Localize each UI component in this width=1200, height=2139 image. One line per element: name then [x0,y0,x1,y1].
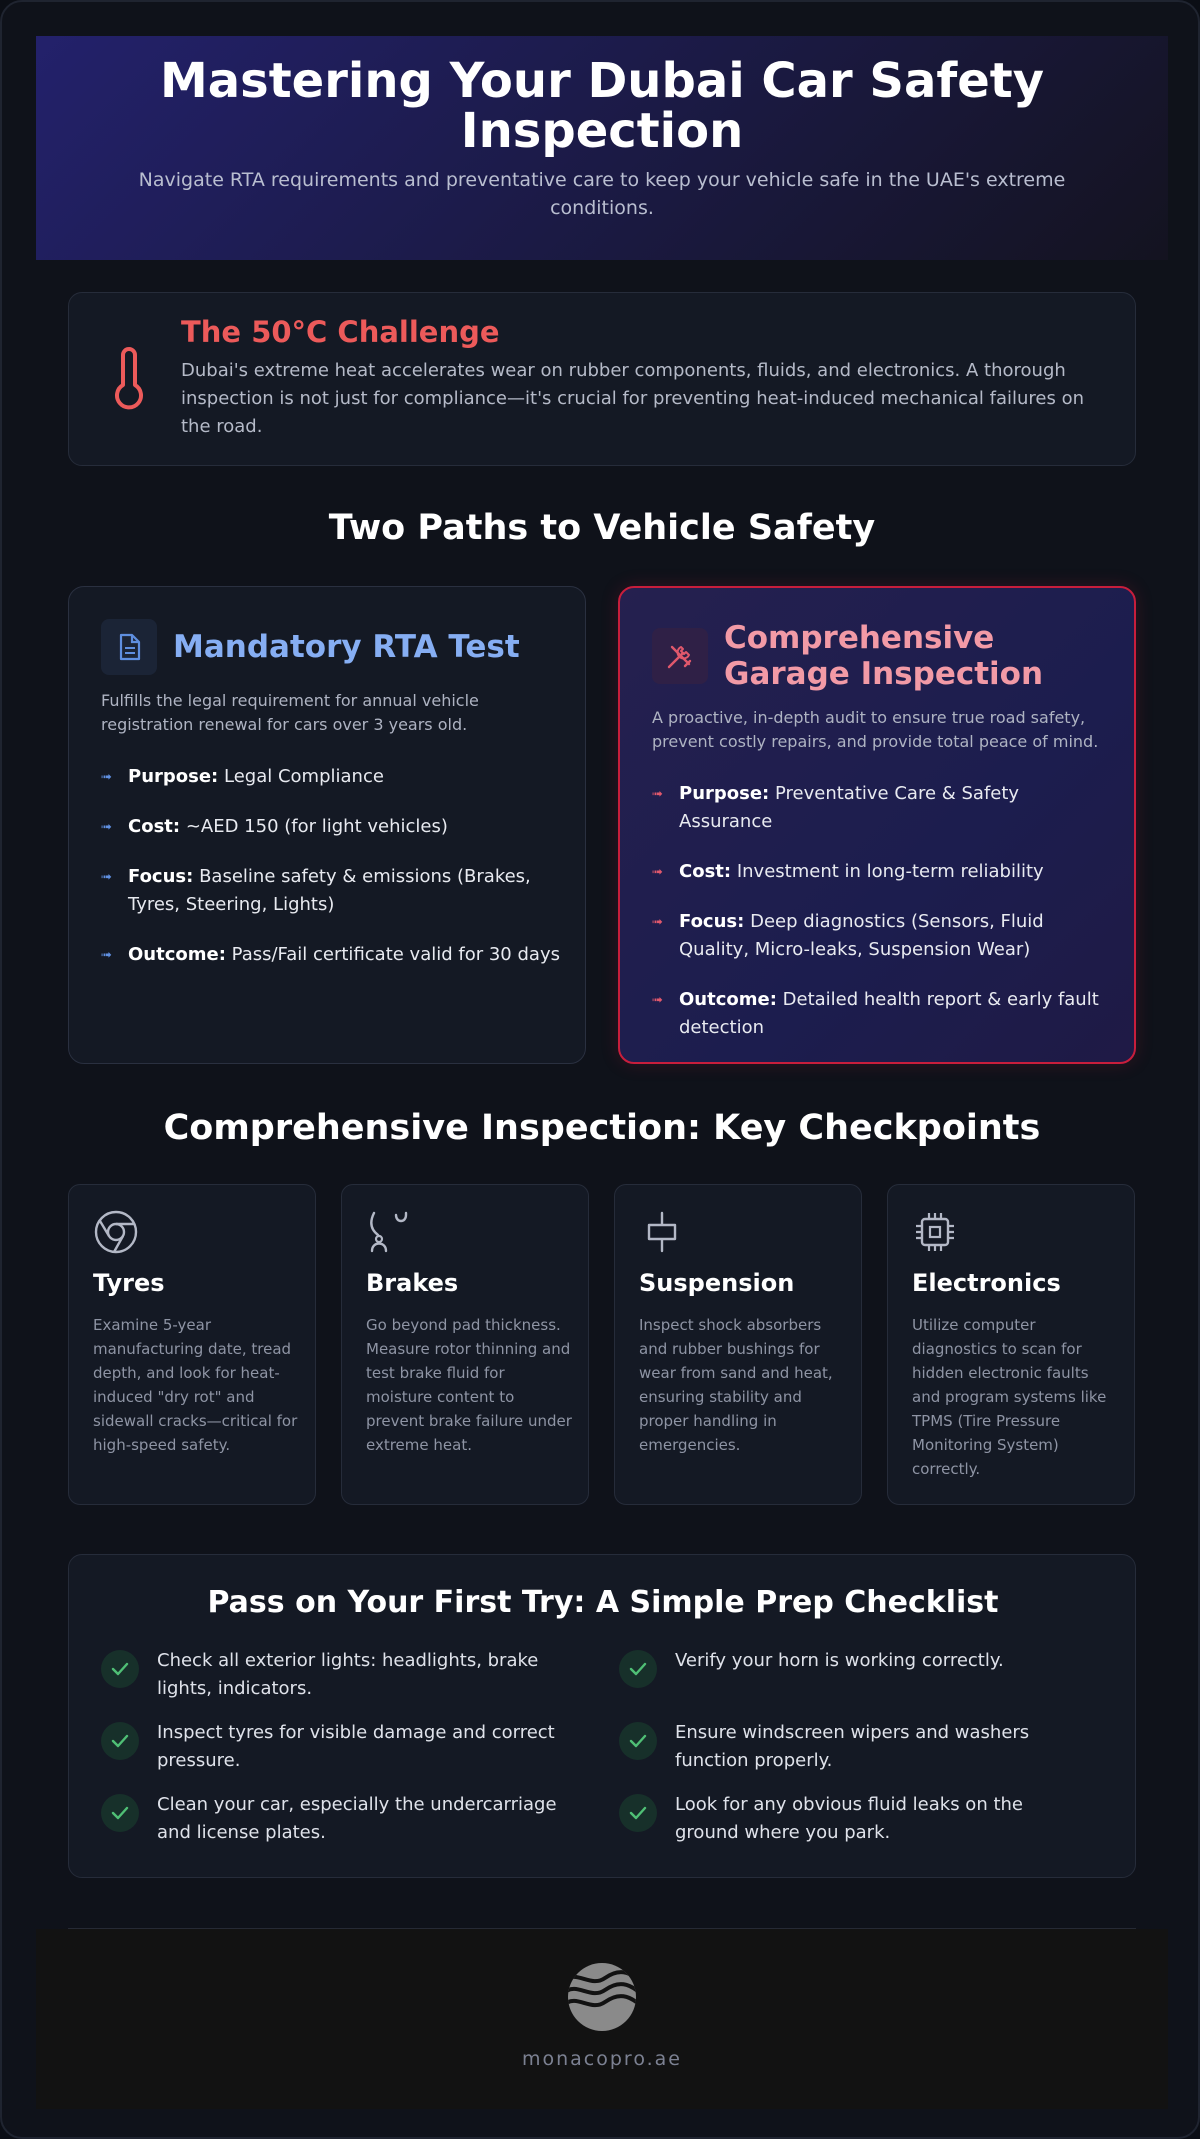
challenge-title: The 50°C Challenge [181,315,500,349]
list-item: ➟ Outcome: Detailed health report & early fault detection [652,989,1099,1038]
checkpoint-card-suspension [614,1184,862,1505]
tools-icon [652,628,708,684]
list-item: ➟ Cost: ~AED 150 (for light vehicles) [101,813,561,841]
checkpoint-title: Tyres [93,1269,165,1297]
garage-title: Comprehensive Garage Inspection [724,620,1044,692]
checklist-item: Clean your car, especially the undercarriage and license plates. [101,1791,571,1847]
garage-icon-box [652,628,708,684]
checkpoint-text: Go beyond pad thickness. Measure rotor thinning and test brake fluid for moisture content to prevent brake failure under extreme heat. [366,1316,572,1454]
list-item: ➟ Purpose: Legal Compliance [101,763,561,791]
checkpoint-text: Utilize computer diagnostics to scan for hidden electronic faults and program systems like TPMS (Tire Pressure Monitoring System) correctly. [912,1316,1107,1478]
checkpoint-text: Inspect shock absorbers and rubber bushings for wear from sand and heat, ensuring stability and proper handling in emergencies. [639,1316,833,1454]
checklist-item: Verify your horn is working correctly. [619,1647,1089,1675]
checklist-item: Look for any obvious fluid leaks on the ground where you park. [619,1791,1089,1847]
monacopro-logo [565,1960,639,2034]
list-item: ➟ Purpose: Preventative Care & Safety Assurance [652,783,1020,832]
checkpoint-card-brakes [341,1184,589,1505]
check-icon [101,1722,139,1760]
list-item: ➟ Focus: Deep diagnostics (Sensors, Fluid Quality, Micro-leaks, Suspension Wear) [652,911,1044,960]
rta-test-card [68,586,586,1064]
prep-heading: Pass on Your First Try: A Simple Prep Checklist [207,1585,999,1620]
page-title: Mastering Your Dubai Car Safety Inspection [159,53,1045,159]
list-item: ➟ Cost: Investment in long-term reliability [652,858,1112,886]
arrow-right-icon: ➟ [101,820,112,835]
page-subtitle: Navigate RTA requirements and preventative care to keep your vehicle safe in the UAE's extreme conditions. [138,169,1066,219]
arrow-right-icon: ➟ [652,915,663,930]
thermometer-icon [107,347,151,413]
rta-icon-box [101,619,157,675]
heat-challenge-card [68,292,1136,466]
garage-details-list [652,780,1112,1064]
check-icon [619,1650,657,1688]
arrow-right-icon: ➟ [652,865,663,880]
check-icon [619,1722,657,1760]
rta-description: Fulfills the legal requirement for annual vehicle registration renewal for cars over 3 years old. [101,691,479,734]
list-item: ➟ Outcome: Pass/Fail certificate valid for 30 days [101,941,561,969]
tyre-icon [93,1209,139,1255]
checkpoints-heading: Comprehensive Inspection: Key Checkpoints [163,1108,1041,1148]
paths-heading: Two Paths to Vehicle Safety [328,508,876,548]
garage-description: A proactive, in-depth audit to ensure true road safety, prevent costly repairs, and provide total peace of mind. [652,708,1099,751]
hero-header [36,36,1168,260]
checkpoint-card-electronics [887,1184,1135,1505]
rta-details-list [101,763,561,991]
stethoscope-icon [366,1209,412,1255]
arrow-right-icon: ➟ [101,948,112,963]
checkpoint-card-tyres [68,1184,316,1505]
garage-inspection-card [618,586,1136,1064]
rta-title: Mandatory RTA Test [173,629,520,665]
check-icon [101,1794,139,1832]
arrow-right-icon: ➟ [101,770,112,785]
check-icon [101,1650,139,1688]
prep-checklist-card [68,1554,1136,1878]
checkpoint-title: Electronics [912,1269,1061,1297]
chip-icon [912,1209,958,1255]
check-icon [619,1794,657,1832]
checkpoint-text: Examine 5-year manufacturing date, tread depth, and look for heat-induced "dry rot" and sidewall cracks—critical for high-speed safety. [93,1316,298,1454]
arrow-right-icon: ➟ [652,787,663,802]
suspension-icon [639,1209,685,1255]
arrow-right-icon: ➟ [101,870,112,885]
footer-divider [68,1928,1136,1929]
footer-website[interactable]: monacopro.ae [521,2048,682,2070]
checkpoint-title: Suspension [639,1269,795,1297]
checklist-item: Ensure windscreen wipers and washers function properly. [619,1719,1089,1775]
arrow-right-icon: ➟ [652,993,663,1008]
document-icon [101,619,157,675]
checklist-item: Inspect tyres for visible damage and correct pressure. [101,1719,571,1775]
checkpoint-title: Brakes [366,1269,459,1297]
list-item: ➟ Focus: Baseline safety & emissions (Brakes, Tyres, Steering, Lights) [101,866,531,915]
challenge-text: Dubai's extreme heat accelerates wear on rubber components, fluids, and electronics. A thorough inspection is not just for compliance—it's crucial for preventing heat-induced mechanical failures on the road. [181,360,1084,437]
checklist-item: Check all exterior lights: headlights, brake lights, indicators. [101,1647,571,1703]
